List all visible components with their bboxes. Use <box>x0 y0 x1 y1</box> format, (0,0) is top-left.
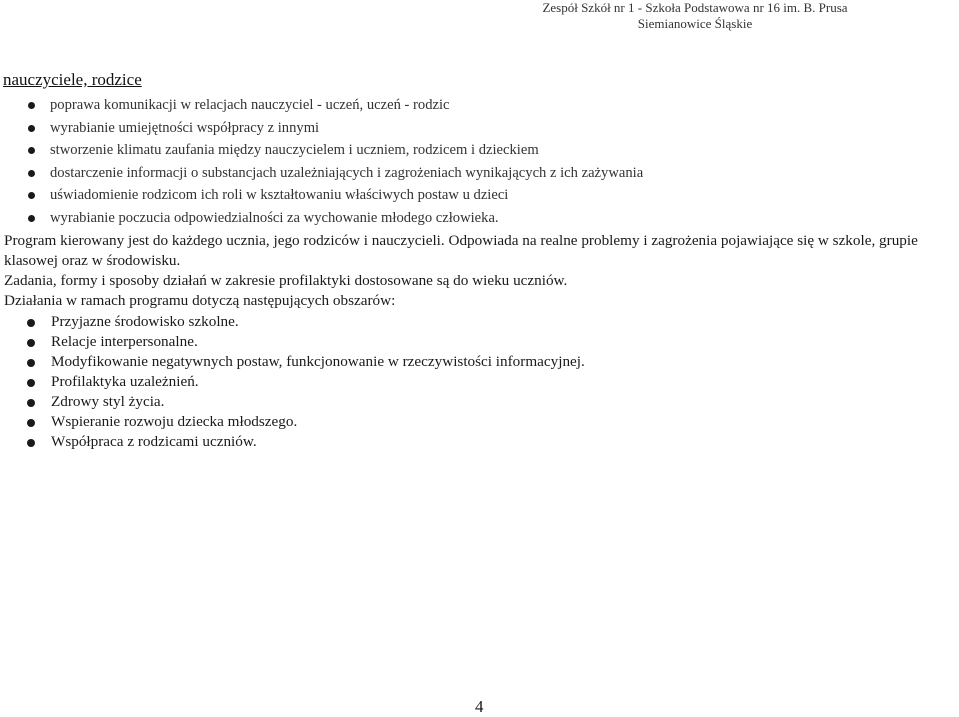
list-item <box>0 312 585 332</box>
list-item-text: wyrabianie umiejętności współpracy z innymi <box>50 119 320 136</box>
list-item <box>0 117 643 140</box>
list-item <box>0 94 643 117</box>
bullet-icon <box>28 102 35 109</box>
list-item <box>0 412 585 432</box>
bullet-icon <box>27 359 35 367</box>
bullet-icon <box>28 215 35 222</box>
list-item-text: Zdrowy styl życia. <box>51 393 165 410</box>
list-item <box>0 207 643 230</box>
bullet-icon <box>27 339 35 347</box>
bullet-icon <box>27 399 35 407</box>
bullet-icon <box>28 125 35 132</box>
bullet-icon <box>28 147 35 154</box>
section-title: nauczyciele, rodzice <box>3 70 142 89</box>
list-item-text: Modyfikowanie negatywnych postaw, funkcjonowanie w rzeczywistości informacyjnej. <box>51 353 585 370</box>
list-item-text: Relacje interpersonalne. <box>51 333 198 350</box>
list-item <box>0 332 585 352</box>
paragraph-tasks: Zadania, formy i sposoby działań w zakresie profilaktyki dostosowane są do wieku uczniów. <box>4 272 568 289</box>
list-item-text: Profilaktyka uzależnień. <box>51 373 199 390</box>
bullet-icon <box>27 379 35 387</box>
areas-list <box>0 312 585 452</box>
list-item-text: wyrabianie poczucia odpowiedzialności za wychowanie młodego człowieka. <box>50 209 499 226</box>
list-item-text: dostarczenie informacji o substancjach uzależniających i zagrożeniach wynikających z ich zażywania <box>50 164 644 181</box>
header-city: Siemianowice Śląskie <box>637 16 753 31</box>
page-number: 4 <box>475 697 484 716</box>
list-item <box>0 372 585 392</box>
list-item-text: stworzenie klimatu zaufania między nauczycielem i uczniem, rodzicem i dzieckiem <box>50 142 539 158</box>
list-item-text: Współpraca z rodzicami uczniów. <box>51 433 257 450</box>
list-item <box>0 139 643 162</box>
list-item-text: uświadomienie rodzicom ich roli w kształtowaniu właściwych postaw u dzieci <box>50 187 509 203</box>
list-item <box>0 184 643 207</box>
bullet-icon <box>28 170 35 177</box>
bullet-icon <box>27 319 35 327</box>
paragraph-target-audience: Program kierowany jest do każdego ucznia, jego rodziców i nauczycieli. Odpowiada na realne problemy i zagrożenia pojawiające się w szkole, grupie klasowej oraz w środowisku. <box>4 232 918 269</box>
list-item <box>0 432 585 452</box>
header-school-name: Zespół Szkół nr 1 - Szkoła Podstawowa nr 16 im. B. Prusa <box>542 0 848 15</box>
list-item <box>0 352 585 372</box>
list-item-text: Wspieranie rozwoju dziecka młodszego. <box>51 413 298 430</box>
list-item <box>0 392 585 412</box>
bullet-icon <box>27 419 35 427</box>
list-item-text: Przyjazne środowisko szkolne. <box>51 313 239 330</box>
list-item-text: poprawa komunikacji w relacjach nauczyciel - uczeń, uczeń - rodzic <box>50 97 450 113</box>
program-description <box>4 231 959 311</box>
goals-list <box>0 94 643 229</box>
list-item <box>0 162 643 185</box>
page-header <box>445 0 945 32</box>
paragraph-areas-intro: Działania w ramach programu dotyczą następujących obszarów: <box>4 292 396 309</box>
bullet-icon <box>28 192 35 199</box>
bullet-icon <box>27 439 35 447</box>
